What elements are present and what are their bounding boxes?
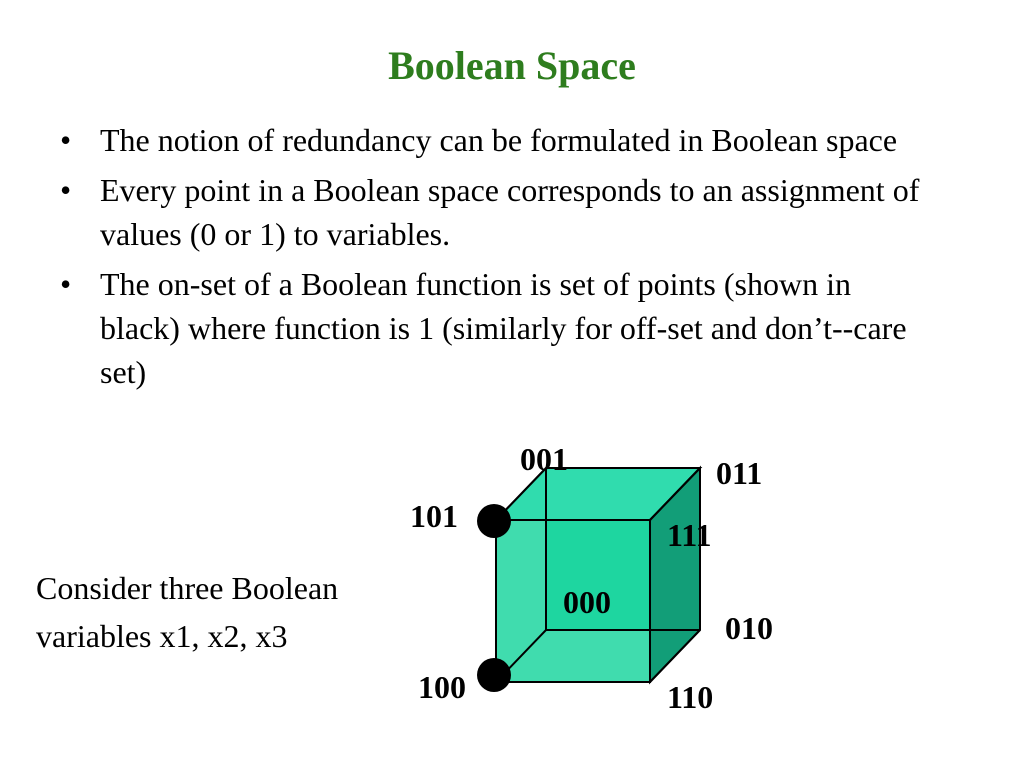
consider-variables-text: Consider three Boolean variables x1, x2, x3 <box>36 570 339 654</box>
bullet-icon: • <box>60 122 72 158</box>
bullet-icon: • <box>60 266 72 302</box>
vertex-label-001: 001 <box>520 441 568 477</box>
vertex-label-110: 110 <box>667 679 714 715</box>
on-set-point-100 <box>477 658 511 692</box>
bullet-text: The notion of redundancy can be formulated in Boolean space <box>100 122 898 158</box>
vertex-label-010: 010 <box>725 610 773 646</box>
vertex-label-011: 011 <box>716 455 763 491</box>
vertex-label-101: 101 <box>410 498 458 534</box>
bullet-text: Every point in a Boolean space corresponds to an assignment of values (0 or 1) to variables. <box>100 172 920 252</box>
on-set-point-101 <box>477 504 511 538</box>
bullet-text: The on-set of a Boolean function is set of points (shown in black) where function is 1 (similarly for off-set and don’t--care set) <box>100 266 907 390</box>
slide-title: Boolean Space <box>388 43 636 88</box>
vertex-label-100: 100 <box>418 669 466 705</box>
vertex-label-111: 111 <box>667 517 712 553</box>
vertex-label-000: 000 <box>563 584 611 620</box>
bullet-icon: • <box>60 172 72 208</box>
